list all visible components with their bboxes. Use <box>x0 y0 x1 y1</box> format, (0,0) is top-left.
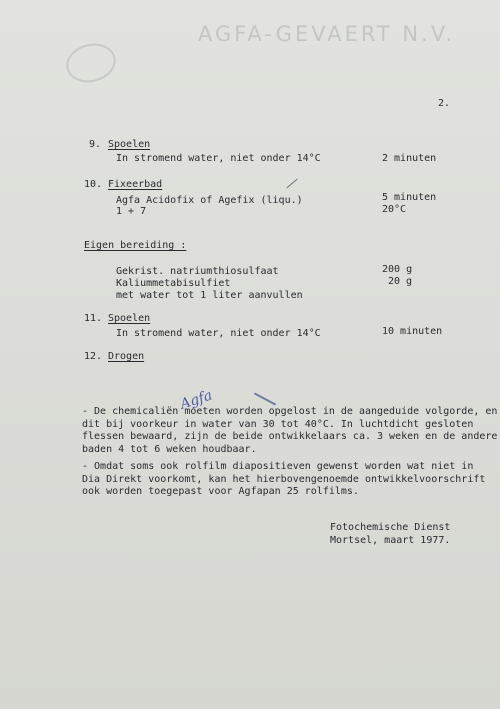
step-10-title: Fixeerbad <box>108 179 163 190</box>
ingredient-1: Gekrist. natriumthiosulfaat <box>116 266 279 277</box>
step-11-title: Spoelen <box>108 313 151 324</box>
page-number: 2. <box>438 98 451 109</box>
note-2-line: Dia Direkt voorkomt, kan het hierbovengenoemde ontwikkelvoorschrift <box>82 473 486 485</box>
letterhead-company: AGFA-GEVAERT N.V. <box>198 22 456 46</box>
note-1-line: baden 4 tot 6 weken houdbaar. <box>82 443 257 455</box>
department-name: Fotochemische Dienst <box>330 522 451 533</box>
step-9-value: 2 minuten <box>382 153 437 164</box>
step-9-number: 9. <box>89 139 102 150</box>
ink-mark <box>254 392 276 405</box>
note-1-line: dit bij voorkeur in water van 30 tot 40°C. In luchtdicht gesloten <box>82 418 474 430</box>
pen-mark <box>286 179 297 189</box>
step-10-dilution: 1 + 7 <box>116 206 147 217</box>
preparation-instruction: met water tot 1 liter aanvullen <box>116 290 303 301</box>
preparation-heading: Eigen bereiding : <box>84 240 187 251</box>
note-1 <box>82 406 497 456</box>
watermark-logo-icon <box>62 39 120 88</box>
note-1-line: - De chemicaliën moeten worden opgelost in de aangeduide volgorde, en <box>82 406 498 417</box>
step-10-temperature: 20°C <box>382 204 407 215</box>
step-10-number: 10. <box>84 179 103 190</box>
step-9-instruction: In stromend water, niet onder 14°C <box>116 153 321 164</box>
step-11-instruction: In stromend water, niet onder 14°C <box>116 328 321 339</box>
note-2-line: - Omdat soms ook rolfilm diapositieven gewenst worden wat niet in <box>82 461 474 472</box>
step-11-value: 10 minuten <box>382 326 443 337</box>
step-11-number: 11. <box>84 313 103 324</box>
step-10-time: 5 minuten <box>382 192 437 203</box>
step-12-title: Drogen <box>108 351 145 362</box>
handwritten-annotation: Agfa <box>178 387 215 413</box>
ingredient-2-amount: 20 g <box>388 276 413 287</box>
step-10-instruction: Agfa Acidofix of Agefix (liqu.) <box>116 195 303 206</box>
note-2-line: ook worden toegepast voor Agfapan 25 rolfilms. <box>82 486 359 497</box>
step-9-title: Spoelen <box>108 139 151 150</box>
place-date: Mortsel, maart 1977. <box>330 535 451 546</box>
note-1-line: flessen bewaard, zijn de beide ontwikkelaars ca. 3 weken en de andere <box>82 431 498 442</box>
ingredient-1-amount: 200 g <box>382 264 413 275</box>
note-2 <box>82 461 485 499</box>
step-12-number: 12. <box>84 351 103 362</box>
ingredient-2: Kaliummetabisulfiet <box>116 278 231 289</box>
